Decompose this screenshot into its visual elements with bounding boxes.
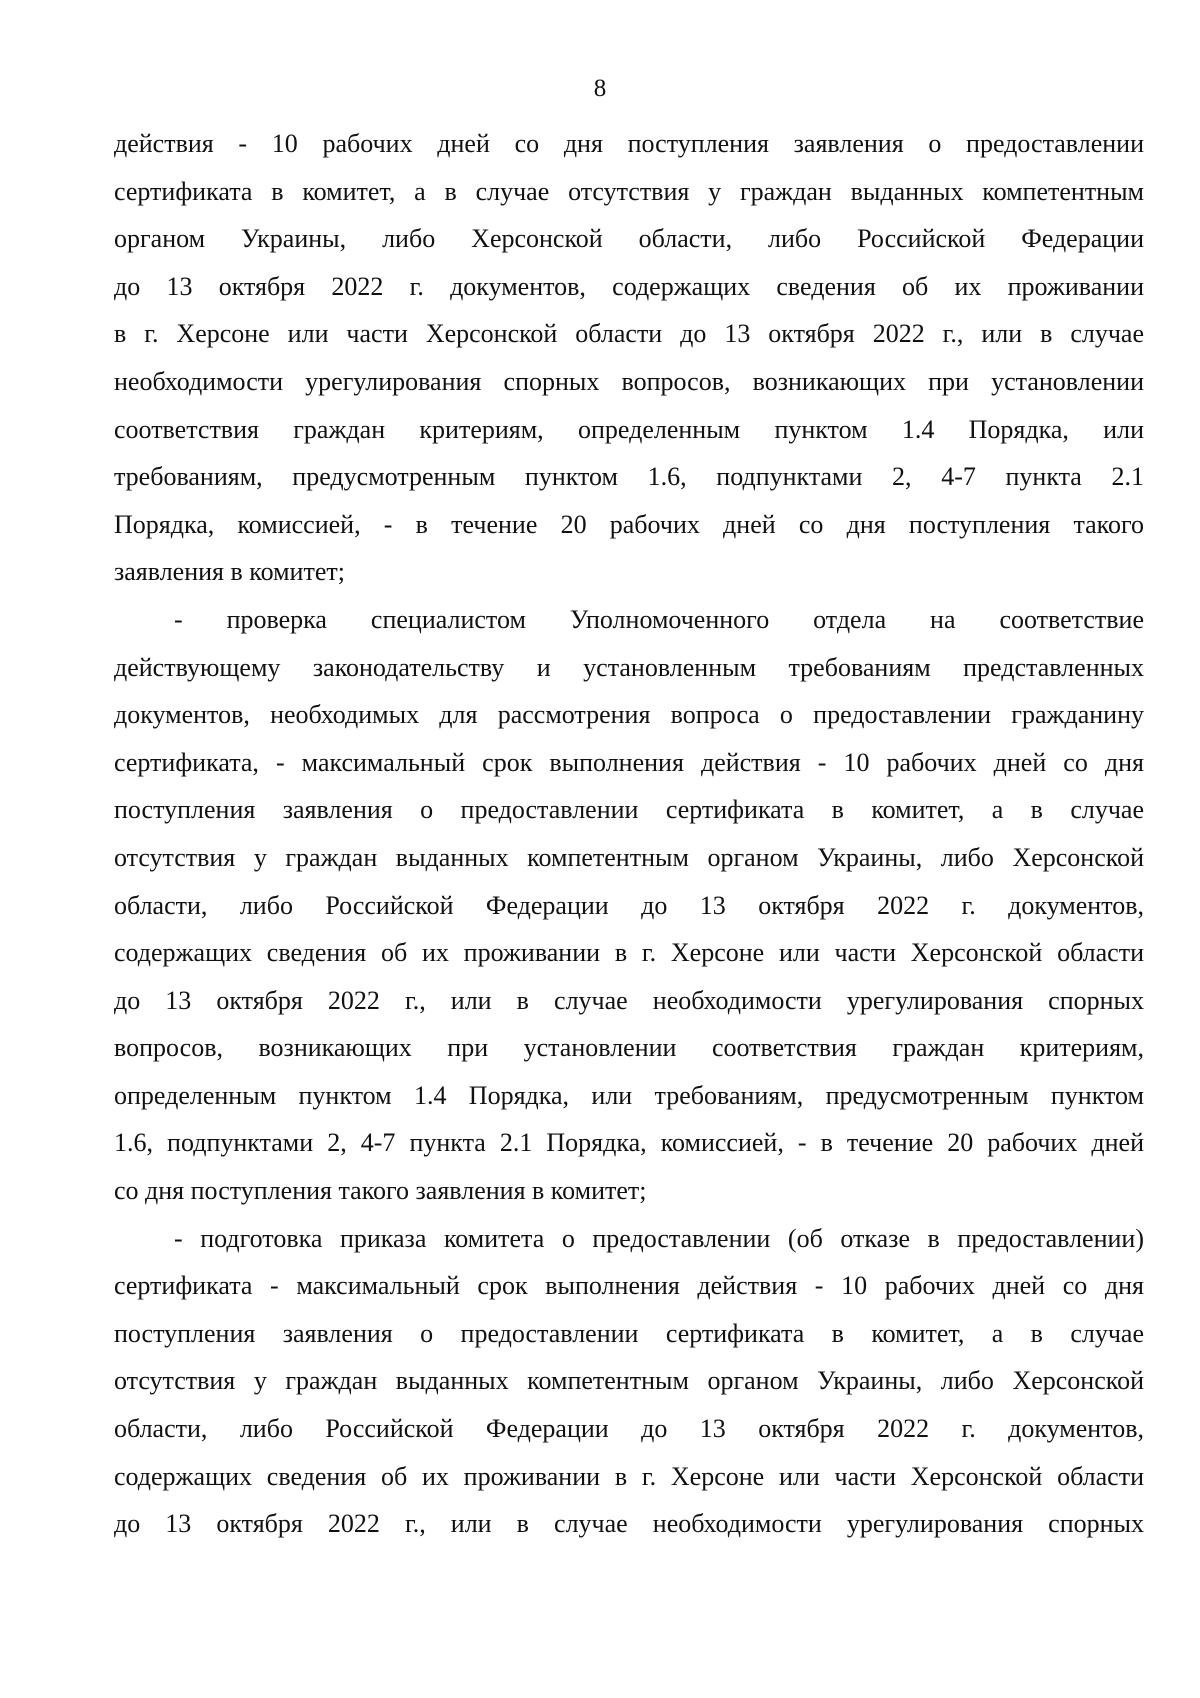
text-line: поступления заявления о предоставлении сертификата в комитет, а в случае	[114, 1318, 1144, 1348]
text-line: содержащих сведения об их проживании в г. Херсоне или части Херсонской области	[114, 1461, 1144, 1491]
text-line: сертификата - максимальный срок выполнения действия - 10 рабочих дней со дня	[114, 1271, 1144, 1301]
text-line: до 13 октября 2022 г. документов, содержащих сведения об их проживании	[114, 271, 1144, 301]
text-line: сертификата, - максимальный срок выполнения действия - 10 рабочих дней со дня	[114, 747, 1144, 777]
text-line: соответствия граждан критериям, определенным пунктом 1.4 Порядка, или	[114, 414, 1144, 444]
text-line: сертификата в комитет, а в случае отсутствия у граждан выданных компетентным	[114, 176, 1144, 206]
text-line: содержащих сведения об их проживании в г. Херсоне или части Херсонской области	[114, 938, 1144, 968]
text-line: отсутствия у граждан выданных компетентным органом Украины, либо Херсонской	[114, 1366, 1144, 1396]
text-line: области, либо Российской Федерации до 13 октября 2022 г. документов,	[114, 890, 1144, 920]
text-line: определенным пунктом 1.4 Порядка, или требованиям, предусмотренным пунктом	[114, 1080, 1144, 1110]
text-line: отсутствия у граждан выданных компетентным органом Украины, либо Херсонской	[114, 842, 1144, 872]
text-line: до 13 октября 2022 г., или в случае необходимости урегулирования спорных	[114, 985, 1144, 1015]
text-line: области, либо Российской Федерации до 13 октября 2022 г. документов,	[114, 1414, 1144, 1444]
text-line: органом Украины, либо Херсонской области, либо Российской Федерации	[114, 224, 1144, 254]
text-line: вопросов, возникающих при установлении соответствия граждан критериям,	[114, 1033, 1144, 1063]
text-line: в г. Херсоне или части Херсонской области до 13 октября 2022 г., или в случае	[114, 319, 1144, 349]
text-line: - подготовка приказа комитета о предоставлении (об отказе в предоставлении)	[174, 1223, 1144, 1253]
text-line: - проверка специалистом Уполномоченного отдела на соответствие	[174, 604, 1144, 634]
text-line: необходимости урегулирования спорных вопросов, возникающих при установлении	[114, 366, 1144, 396]
text-line: поступления заявления о предоставлении сертификата в комитет, а в случае	[114, 795, 1144, 825]
text-line: 1.6, подпунктами 2, 4-7 пункта 2.1 Порядка, комиссией, - в течение 20 рабочих дней	[114, 1128, 1144, 1158]
document-body	[114, 120, 1144, 1548]
page-number: 8	[593, 75, 607, 102]
text-line: требованиям, предусмотренным пунктом 1.6, подпунктами 2, 4-7 пункта 2.1	[114, 462, 1144, 492]
text-line: со дня поступления такого заявления в комитет;	[114, 1176, 647, 1206]
text-line: до 13 октября 2022 г., или в случае необходимости урегулирования спорных	[114, 1509, 1144, 1539]
text-line: действия - 10 рабочих дней со дня поступления заявления о предоставлении	[114, 129, 1144, 158]
text-line: заявления в комитет;	[114, 557, 345, 587]
text-line: Порядка, комиссией, - в течение 20 рабочих дней со дня поступления такого	[114, 509, 1144, 539]
text-line: действующему законодательству и установленным требованиям представленных	[114, 652, 1144, 682]
text-line: документов, необходимых для рассмотрения вопроса о предоставлении гражданину	[114, 700, 1144, 730]
